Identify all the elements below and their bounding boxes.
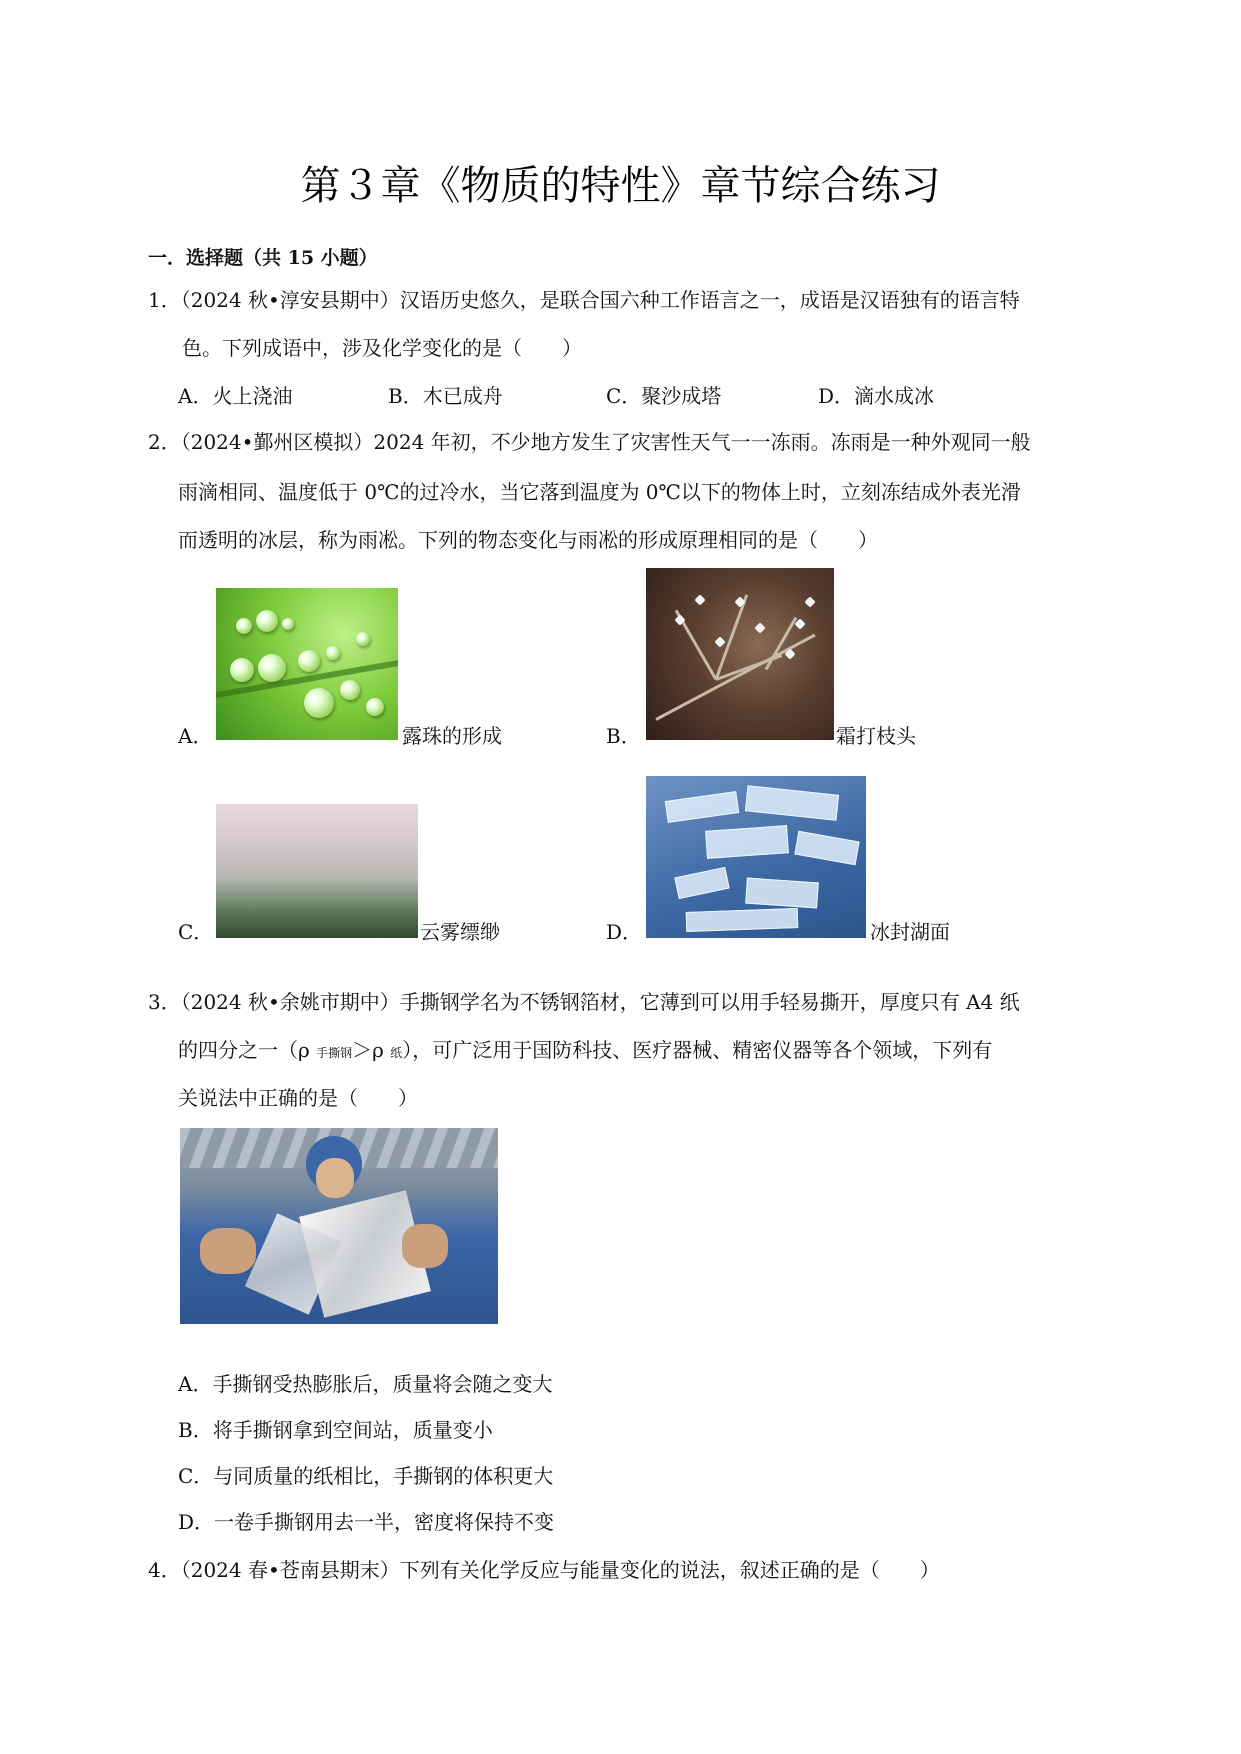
- question-2-option-d-letter: D．: [606, 920, 643, 944]
- frozen-lake-image: [646, 776, 866, 938]
- question-1-option-d: D．滴水成冰: [818, 384, 935, 408]
- question-1-option-c: C．聚沙成塔: [606, 384, 722, 408]
- question-3-line-2-part-3: ），可广泛用于国防科技、医疗器械、精密仪器等各个领域，下列有: [402, 1038, 993, 1062]
- question-3-line-2: [178, 1036, 992, 1067]
- question-3-option-c: C．与同质量的纸相比，手撕钢的体积更大: [178, 1464, 554, 1488]
- question-2-option-d-caption: 冰封湖面: [870, 920, 950, 944]
- question-2-option-c-letter: C．: [178, 920, 214, 944]
- question-1-option-b: B．木已成舟: [388, 384, 503, 408]
- question-3-line-2-part-1: 的四分之一（ρ: [178, 1038, 317, 1062]
- hand-torn-steel-image: [180, 1128, 498, 1324]
- question-1-option-a: A．火上浇油: [178, 384, 293, 408]
- density-subscript-steel: 手撕钢: [316, 1046, 353, 1060]
- question-2-option-a-caption: 露珠的形成: [402, 724, 502, 748]
- question-2-option-a-letter: A．: [178, 724, 213, 748]
- misty-mountains-image: [216, 804, 418, 938]
- section-heading: 一．选择题（共 15 小题）: [148, 247, 378, 269]
- question-1-line-1: 1．（2024 秋•淳安县期中）汉语历史悠久，是联合国六种工作语言之一，成语是汉语独有的语言特: [148, 288, 1020, 312]
- question-3-option-a: A．手撕钢受热膨胀后，质量将会随之变大: [178, 1372, 553, 1396]
- density-subscript-paper: 纸: [390, 1046, 403, 1060]
- question-4-line-1: 4．（2024 春•苍南县期末）下列有关化学反应与能量变化的说法，叙述正确的是（ ）: [148, 1558, 940, 1582]
- question-1-line-2: 色。下列成语中，涉及化学变化的是（ ）: [182, 336, 582, 360]
- question-3-option-b: B．将手撕钢拿到空间站，质量变小: [178, 1418, 493, 1442]
- question-3-line-3: 关说法中正确的是（ ）: [178, 1086, 418, 1110]
- question-2-option-c-caption: 云雾缥缈: [420, 920, 500, 944]
- question-2-line-2: 雨滴相同、温度低于 0℃的过冷水，当它落到温度为 0℃以下的物体上时，立刻冻结成外表光滑: [178, 480, 1021, 504]
- frost-branch-image: [646, 568, 834, 740]
- dew-drops-image: [216, 588, 398, 740]
- page-title: 第３章《物质的特性》章节综合练习: [300, 163, 941, 209]
- question-2-option-b-letter: B．: [606, 724, 641, 748]
- question-3-line-2-part-2: ＞ρ: [352, 1038, 391, 1062]
- question-3-line-1: 3．（2024 秋•余姚市期中）手撕钢学名为不锈钢箔材，它薄到可以用手轻易撕开，厚度只有 A4 纸: [148, 990, 1020, 1014]
- question-2-option-b-caption: 霜打枝头: [836, 724, 916, 748]
- question-3-option-d: D．一卷手撕钢用去一半，密度将保持不变: [178, 1510, 555, 1534]
- question-2-line-1: 2．（2024•鄞州区模拟）2024 年初，不少地方发生了灾害性天气一一冻雨。冻雨是一种外观同一般: [148, 430, 1031, 454]
- question-2-line-3: 而透明的冰层，称为雨凇。下列的物态变化与雨凇的形成原理相同的是（ ）: [178, 528, 878, 552]
